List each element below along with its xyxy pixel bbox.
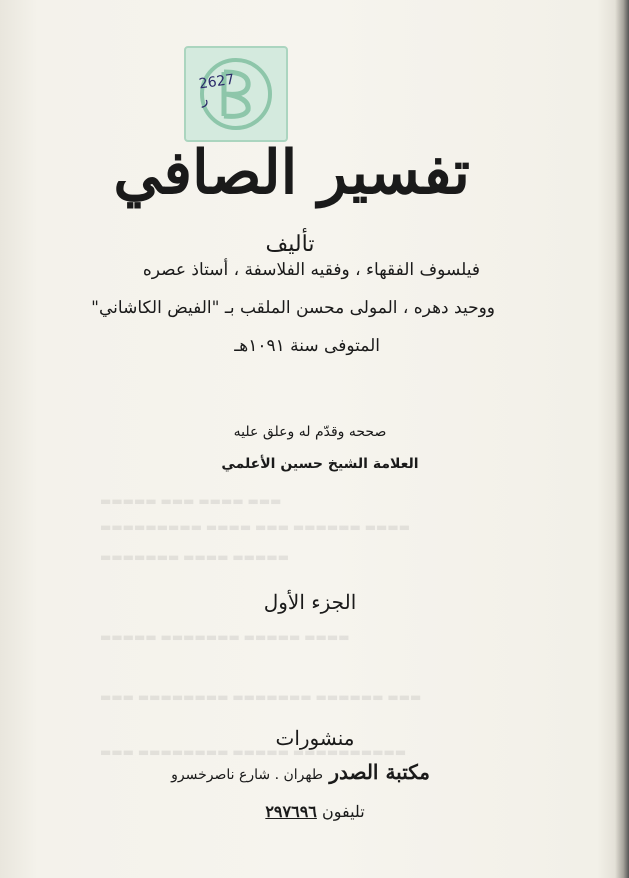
show-through-text: ▬▬▬ ▬▬▬▬▬▬ ▬▬▬▬▬▬▬ ▬▬▬▬▬▬▬▬ ▬▬▬ — [100, 690, 422, 704]
show-through-text: ▬▬▬▬ ▬▬▬▬▬ ▬▬▬▬▬▬▬ ▬▬▬▬▬ — [100, 630, 350, 644]
publisher-location: طهران . شارع ناصرخسرو — [171, 767, 323, 783]
publisher-phone-line — [230, 802, 400, 821]
editor-name: العلامة الشيخ حسين الأعلمي — [221, 456, 419, 472]
publisher-name-line — [171, 760, 430, 784]
publisher-name: مكتبة الصدر — [329, 760, 430, 784]
page-edge — [615, 0, 629, 878]
phone-label: تليفون — [321, 802, 365, 821]
author-line-2: ووحيد دهره ، المولى محسن الملقب بـ "الفيض الكاشاني" — [91, 298, 495, 318]
author-line-1: فيلسوف الفقهاء ، وفقيه الفلاسفة ، أستاذ عصره — [142, 260, 480, 280]
show-through-text: ▬▬▬ ▬▬▬▬ ▬▬▬ ▬▬▬▬▬ — [100, 494, 282, 508]
show-through-text: ▬▬▬▬▬▬▬▬▬▬ ▬▬▬▬▬ ▬▬▬▬▬▬▬▬ ▬▬▬ — [100, 745, 407, 759]
byline: تأليف — [265, 232, 315, 257]
show-through-text: ▬▬▬▬▬ ▬▬▬▬ ▬▬▬▬▬▬▬ — [100, 550, 290, 564]
stamp-number: 2627 ر — [197, 71, 236, 109]
author-death-date: المتوفى سنة ١٠٩١هـ — [234, 336, 380, 356]
phone-number: ٢٩٧٦٩٦ — [265, 802, 317, 821]
volume-label: الجزء الأول — [263, 590, 357, 614]
edited-note: صححه وقدّم له وعلق عليه — [233, 424, 387, 440]
book-title: تفسير الصافي — [113, 138, 470, 208]
show-through-text: ▬▬▬▬ ▬▬▬▬▬▬ ▬▬▬ ▬▬▬▬ ▬▬▬▬▬▬▬▬▬ — [100, 520, 411, 534]
publisher-label: منشورات — [275, 726, 355, 750]
